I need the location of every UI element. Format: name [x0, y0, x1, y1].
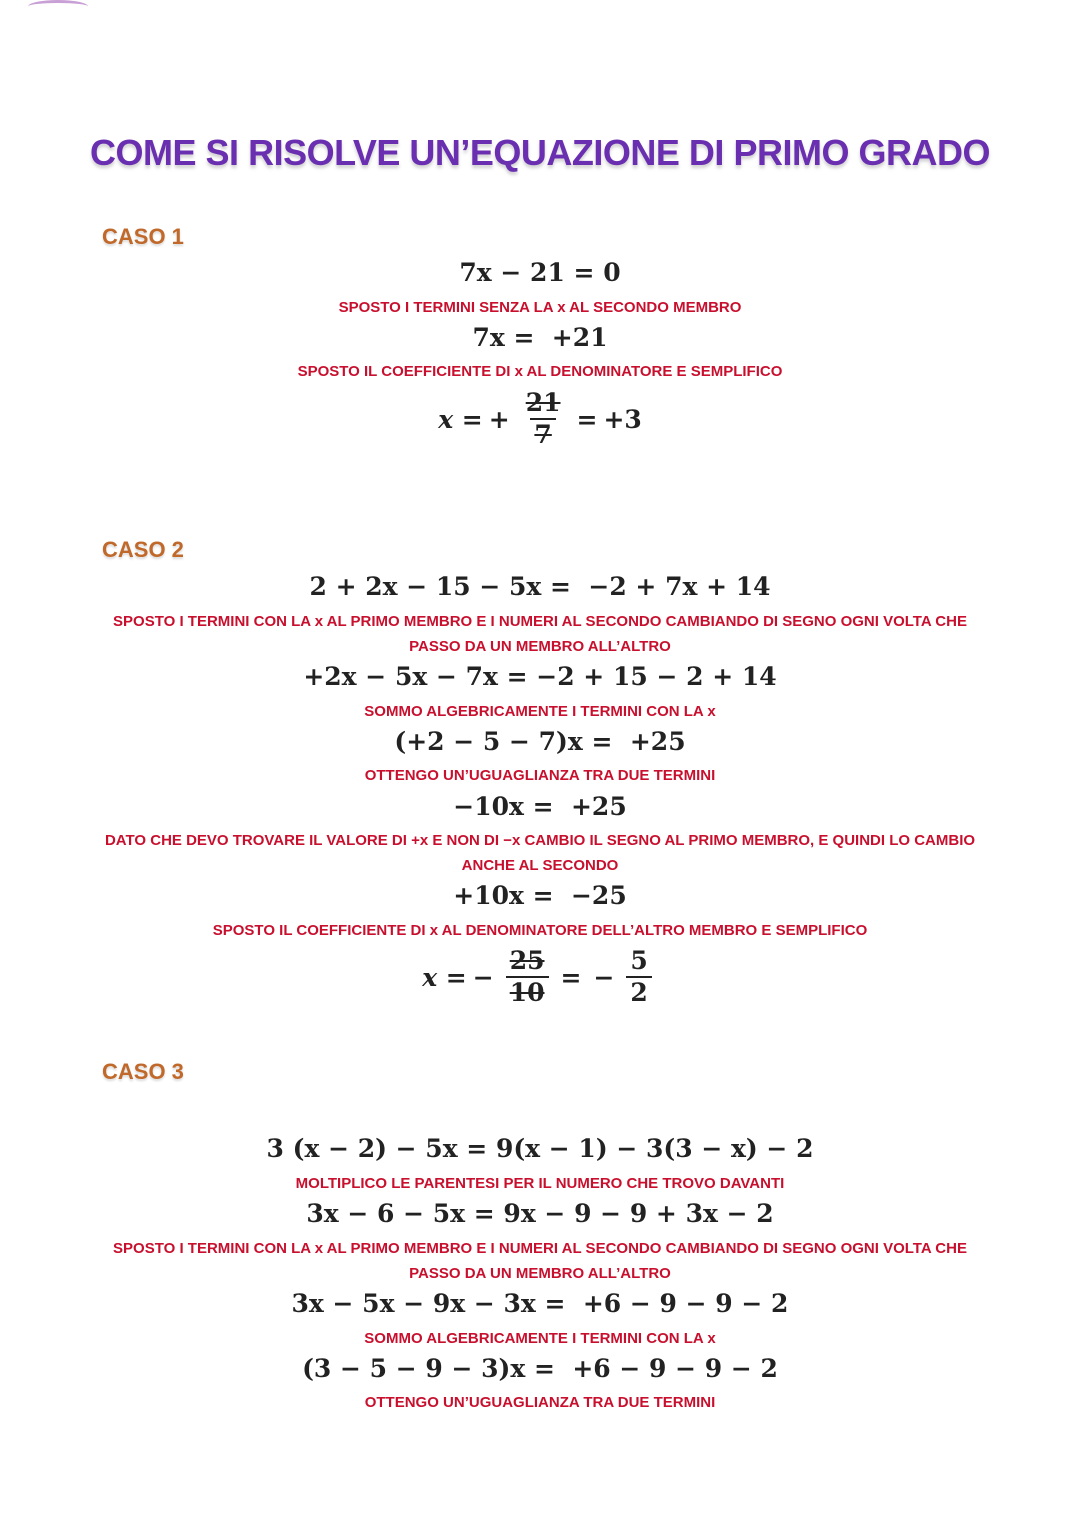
case-2-equation-4: −10x = +25 — [453, 792, 627, 821]
case-1-result: +3 — [603, 404, 642, 434]
case-2-note-3: OTTENGO UN’UGUAGLIANZA TRA DUE TERMINI — [364, 767, 716, 784]
fraction-numerator: 21 — [525, 388, 561, 417]
case-3-note-3: SOMMO ALGEBRICAMENTE I TERMINI CON LA x — [364, 1330, 716, 1347]
case-2-fraction-1 — [506, 946, 549, 1008]
case-2-equation-5: +10x = −25 — [453, 881, 627, 910]
fraction-denominator: 2 — [626, 976, 651, 1008]
case-3-note-2: SPOSTO I TERMINI CON LA x AL PRIMO MEMBRO E I NUMERI AL SECONDO CAMBIANDO DI SEGNO OGNI VOLTA CHE PASSO DA UN MEMBRO ALL’ALTRO — [113, 1240, 967, 1282]
case-1-equation-2: 7x = +21 — [472, 323, 608, 352]
case-1-note-2: SPOSTO IL COEFFICIENTE DI x AL DENOMINATORE E SEMPLIFICO — [297, 363, 783, 380]
case-3-label: CASO 3 — [102, 1059, 184, 1084]
case-3-note-4: OTTENGO UN’UGUAGLIANZA TRA DUE TERMINI — [364, 1394, 716, 1411]
case-1-note-1: SPOSTO I TERMINI SENZA LA x AL SECONDO MEMBRO — [338, 299, 742, 316]
case-1-solution-sign: + — [488, 404, 510, 434]
case-3-equation-2: 3x − 6 − 5x = 9x − 9 − 9 + 3x − 2 — [306, 1199, 774, 1228]
equals-sign: = — [560, 962, 582, 992]
case-3-equation-1: 3 (x − 2) − 5x = 9(x − 1) − 3(3 − x) − 2 — [266, 1134, 814, 1163]
case-2-equation-3: (+2 − 5 − 7)x = +25 — [394, 727, 686, 756]
fraction-numerator: 25 — [509, 946, 545, 975]
fraction-denominator: 7 — [530, 418, 555, 450]
case-2-note-1: SPOSTO I TERMINI CON LA x AL PRIMO MEMBRO E I NUMERI AL SECONDO CAMBIANDO DI SEGNO OGNI VOLTA CHE PASSO DA UN MEMBRO ALL’ALTRO — [113, 613, 967, 655]
case-1-label: CASO 1 — [102, 224, 184, 249]
case-2-equation-2: +2x − 5x − 7x = −2 + 15 − 2 + 14 — [303, 662, 777, 691]
case-3-equation-4: (3 − 5 − 9 − 3)x = +6 − 9 − 9 − 2 — [302, 1354, 778, 1383]
case-3-equation-3: 3x − 5x − 9x − 3x = +6 − 9 − 9 − 2 — [291, 1289, 789, 1318]
page-title: COME SI RISOLVE UN’EQUAZIONE DI PRIMO GRADO — [90, 132, 990, 173]
case-1-solution-lhs: x = — [438, 404, 483, 434]
case-2-note-4: DATO CHE DEVO TROVARE IL VALORE DI +x E NON DI −x CAMBIO IL SEGNO AL PRIMO MEMBRO, E QUINDI LO CAMBIO ANCHE AL SECONDO — [104, 832, 976, 874]
case-2-fraction-2 — [626, 946, 651, 1008]
case-2-note-2: SOMMO ALGEBRICAMENTE I TERMINI CON LA x — [364, 703, 716, 720]
case-2-result-sign: − — [593, 962, 615, 992]
case-2-solution-lhs: x = — [422, 962, 467, 992]
corner-decoration — [28, 0, 88, 13]
case-1-solution — [0, 388, 1080, 450]
case-1-equation-1: 7x − 21 = 0 — [459, 258, 621, 287]
case-1-fraction — [522, 388, 565, 450]
case-2-solution-sign: − — [472, 962, 494, 992]
case-3-note-1: MOLTIPLICO LE PARENTESI PER IL NUMERO CHE TROVO DAVANTI — [295, 1175, 785, 1192]
case-2-note-5: SPOSTO IL COEFFICIENTE DI x AL DENOMINATORE DELL’ALTRO MEMBRO E SEMPLIFICO — [212, 922, 868, 939]
fraction-numerator: 5 — [630, 946, 648, 975]
case-2-equation-1: 2 + 2x − 15 − 5x = −2 + 7x + 14 — [309, 572, 771, 601]
fraction-denominator: 10 — [506, 976, 549, 1008]
case-2-solution — [0, 946, 1080, 1008]
equals-sign: = — [576, 404, 598, 434]
case-2-label: CASO 2 — [102, 537, 184, 562]
